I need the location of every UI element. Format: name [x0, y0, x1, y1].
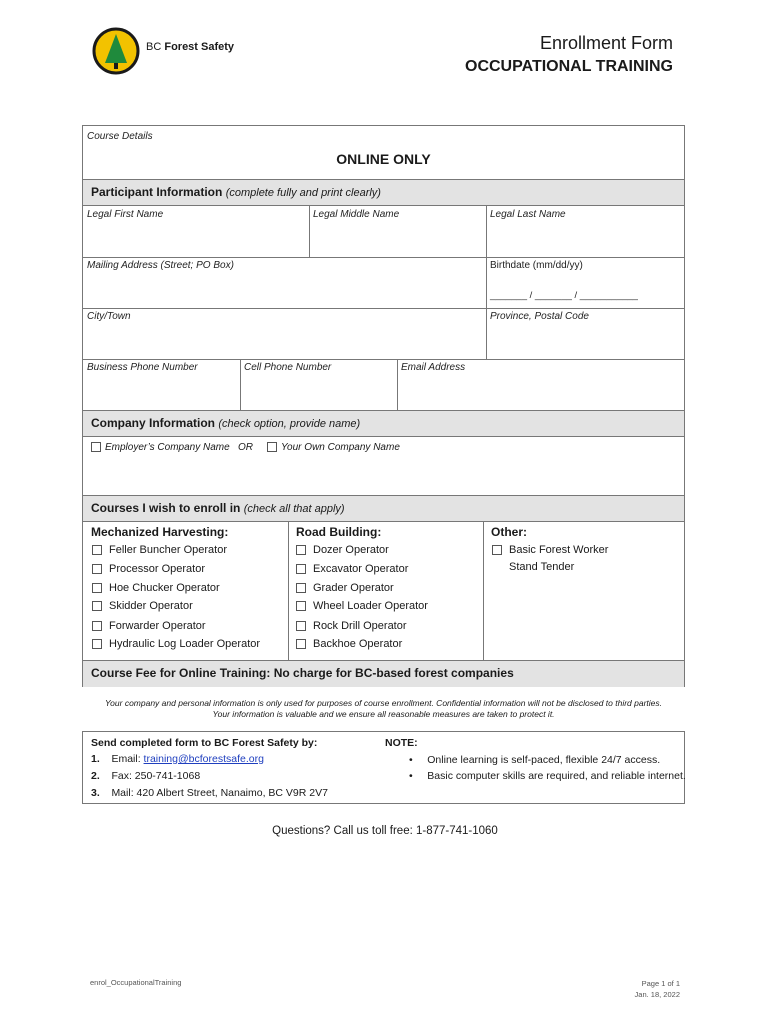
checkbox[interactable]	[296, 564, 306, 574]
email-link[interactable]: training@bcforestsafe.org	[143, 753, 264, 765]
fax-line: 2. Fax: 250-741-1068	[91, 770, 201, 782]
checkbox[interactable]	[296, 545, 306, 555]
course-option[interactable]: Skidder Operator	[92, 600, 193, 612]
course-option[interactable]: Hydraulic Log Loader Operator	[92, 638, 260, 650]
submission-instructions	[82, 731, 685, 804]
participant-section-header: Participant Information (complete fully and print clearly)	[83, 179, 684, 206]
footer-doc-id: enrol_OccupationalTraining	[90, 978, 182, 987]
checkbox[interactable]	[92, 583, 102, 593]
course-option[interactable]: Wheel Loader Operator	[296, 600, 428, 612]
course-option[interactable]: Hoe Chucker Operator	[92, 582, 220, 594]
course-option[interactable]: Backhoe Operator	[296, 638, 402, 650]
birthdate-label: Birthdate (mm/dd/yy)	[490, 260, 583, 271]
checkbox[interactable]	[92, 601, 102, 611]
course-option[interactable]: Forwarder Operator	[92, 620, 206, 632]
cell-phone-field[interactable]: Cell Phone Number	[244, 362, 332, 373]
brand-name: BC Forest Safety	[146, 41, 235, 53]
footer-page-info: Page 1 of 1 Jan. 18, 2022	[634, 979, 680, 999]
bc-forest-safety-logo	[92, 27, 140, 75]
course-fee-banner: Course Fee for Online Training: No charge for BC-based forest companies	[83, 660, 684, 687]
province-postal-field[interactable]: Province, Postal Code	[490, 311, 589, 322]
legal-middle-name-field[interactable]: Legal Middle Name	[313, 209, 400, 220]
privacy-notice: Your company and personal information is only used for purposes of course enrollment. Confidential information will not be disclosed to third parties. Your information is valuable and we ensure all reasonable measures are taken to protect it.	[104, 698, 663, 719]
course-option[interactable]: Processor Operator	[92, 563, 205, 575]
employer-company-label: Employer’s Company Name	[105, 442, 230, 453]
toll-free-line: Questions? Call us toll free: 1-877-741-1060	[272, 825, 498, 837]
road-building-heading: Road Building:	[296, 525, 382, 539]
own-company-label: Your Own Company Name	[280, 442, 400, 453]
course-delivery-value: ONLINE ONLY	[336, 151, 431, 167]
company-options	[91, 442, 400, 453]
course-option[interactable]: Grader Operator	[296, 582, 394, 594]
legal-first-name-field[interactable]: Legal First Name	[87, 209, 164, 220]
course-option[interactable]: Dozer Operator	[296, 544, 389, 556]
checkbox[interactable]	[296, 639, 306, 649]
mechanized-harvesting-heading: Mechanized Harvesting:	[91, 525, 229, 539]
checkbox[interactable]	[296, 583, 306, 593]
birthdate-blank: _______ / _______ / ___________	[490, 290, 638, 301]
employer-company-checkbox[interactable]	[91, 442, 101, 452]
course-option[interactable]: Feller Buncher Operator	[92, 544, 227, 556]
legal-last-name-field[interactable]: Legal Last Name	[490, 209, 566, 220]
checkbox[interactable]	[92, 639, 102, 649]
mail-line: 3. Mail: 420 Albert Street, Nanaimo, BC V9R 2V7	[91, 787, 328, 799]
course-option[interactable]: Basic Forest Worker	[492, 544, 608, 556]
city-town-field[interactable]: City/Town	[87, 311, 131, 322]
email-line: 1. Email: training@bcforestsafe.org	[91, 753, 264, 765]
enrollment-form	[82, 125, 685, 687]
own-company-checkbox[interactable]	[267, 442, 277, 452]
course-option-label: Stand Tender	[509, 561, 575, 573]
form-subtitle: OCCUPATIONAL TRAINING	[465, 58, 673, 75]
company-section-header: Company Information (check option, provide name)	[83, 410, 684, 437]
note-bullet: • Basic computer skills are required, and reliable internet.	[409, 770, 686, 782]
mailing-address-field[interactable]: Mailing Address (Street; PO Box)	[87, 260, 234, 271]
email-address-field[interactable]: Email Address	[401, 362, 466, 373]
checkbox[interactable]	[492, 545, 502, 555]
course-option[interactable]: Rock Drill Operator	[296, 620, 407, 632]
send-heading: Send completed form to BC Forest Safety by:	[91, 737, 318, 749]
checkbox[interactable]	[296, 621, 306, 631]
checkbox[interactable]	[92, 621, 102, 631]
checkbox[interactable]	[296, 601, 306, 611]
note-heading: NOTE:	[385, 737, 418, 749]
business-phone-field[interactable]: Business Phone Number	[87, 362, 198, 373]
course-details-label: Course Details	[87, 131, 153, 142]
course-option[interactable]: Excavator Operator	[296, 563, 408, 575]
birthdate-field[interactable]	[486, 257, 684, 308]
other-heading: Other:	[491, 525, 527, 539]
checkbox[interactable]	[92, 545, 102, 555]
note-bullet: • Online learning is self-paced, flexible 24/7 access.	[409, 754, 661, 766]
form-title: Enrollment Form	[539, 33, 673, 53]
courses-section-header: Courses I wish to enroll in (check all that apply)	[83, 495, 684, 522]
checkbox[interactable]	[92, 564, 102, 574]
or-label: OR	[238, 442, 254, 453]
